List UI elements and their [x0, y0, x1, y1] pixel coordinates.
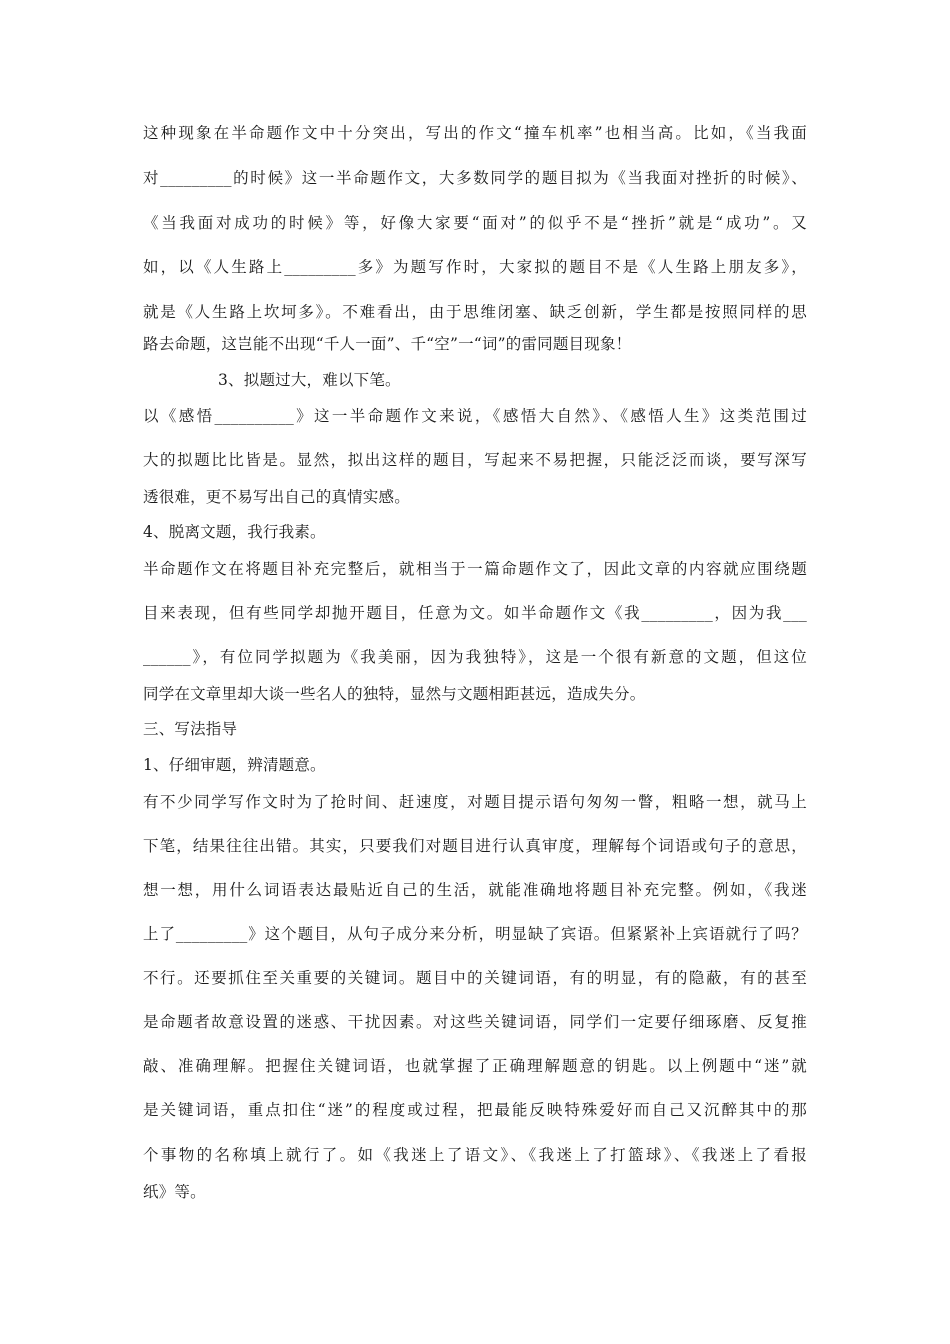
section-heading: 3、拟题过大，难以下笔。	[218, 371, 401, 389]
paragraph-line: 透很难，更不易写出自己的真情实感。	[143, 488, 410, 506]
paragraph-line: 是命题者故意设置的迷惑、干扰因素。对这些关键词语，同学们一定要仔细琢磨、反复推	[143, 1013, 807, 1031]
paragraph-line: 有不少同学写作文时为了抢时间、赶速度，对题目提示语句匆匆一瞥，粗略一想，就马上	[143, 793, 807, 811]
section-heading: 三、写法指导	[143, 720, 238, 738]
paragraph-line: 如，以《人生路上_________多》为题写作时，大家拟的题目不是《人生路上朋友多》，	[143, 258, 807, 276]
section-heading: 4、脱离文题，我行我素。	[143, 523, 326, 541]
paragraph-line: 以《感悟__________》这一半命题作文来说，《感悟大自然》、《感悟人生》这类范围过	[143, 407, 807, 425]
paragraph-line: ______》，有位同学拟题为《我美丽，因为我独特》，这是一个很有新意的文题，但这位	[143, 648, 807, 666]
paragraph-line: 是关键词语，重点扣住“迷”的程度或过程，把最能反映特殊爱好而自己又沉醉其中的那	[143, 1101, 807, 1119]
paragraph-line: 对_________的时候》这一半命题作文，大多数同学的题目拟为《当我面对挫折的时候》、	[143, 169, 807, 187]
paragraph-line: 这种现象在半命题作文中十分突出，写出的作文“撞车机率”也相当高。比如，《当我面	[143, 124, 807, 142]
paragraph-line: 下笔，结果往往出错。其实，只要我们对题目进行认真审度，理解每个词语或句子的意思，	[143, 837, 807, 855]
paragraph-line: 大的拟题比比皆是。显然，拟出这样的题目，写起来不易把握，只能泛泛而谈，要写深写	[143, 451, 807, 469]
section-heading: 1、仔细审题，辨清题意。	[143, 756, 326, 774]
paragraph-line: 路去命题，这岂能不出现“千人一面”、千“空”一“词”的雷同题目现象！	[143, 335, 632, 353]
paragraph-line: 个事物的名称填上就行了。如《我迷上了语文》、《我迷上了打篮球》、《我迷上了看报	[143, 1146, 807, 1164]
paragraph-line: 想一想，用什么词语表达最贴近自己的生活，就能准确地将题目补充完整。例如，《我迷	[143, 881, 807, 899]
paragraph-line: 《当我面对成功的时候》等，好像大家要“面对”的似乎不是“挫折”就是“成功”。又	[143, 214, 807, 232]
paragraph-line: 敲、准确理解。把握住关键词语，也就掌握了正确理解题意的钥匙。以上例题中“迷”就	[143, 1057, 807, 1075]
paragraph-line: 不行。还要抓住至关重要的关键词。题目中的关键词语，有的明显，有的隐蔽，有的甚至	[143, 969, 807, 987]
paragraph-line: 纸》等。	[143, 1183, 206, 1201]
paragraph-line: 上了_________》这个题目，从句子成分来分析，明显缺了宾语。但紧紧补上宾语就行了吗？	[143, 925, 807, 943]
paragraph-line: 目来表现，但有些同学却抛开题目，任意为文。如半命题作文《我_________，因为我___	[143, 604, 807, 622]
paragraph-line: 同学在文章里却大谈一些名人的独特，显然与文题相距甚远，造成失分。	[143, 685, 646, 703]
paragraph-line: 就是《人生路上坎坷多》。不难看出，由于思维闭塞、缺乏创新，学生都是按照同样的思	[143, 303, 807, 321]
paragraph-line: 半命题作文在将题目补充完整后，就相当于一篇命题作文了，因此文章的内容就应围绕题	[143, 560, 807, 578]
